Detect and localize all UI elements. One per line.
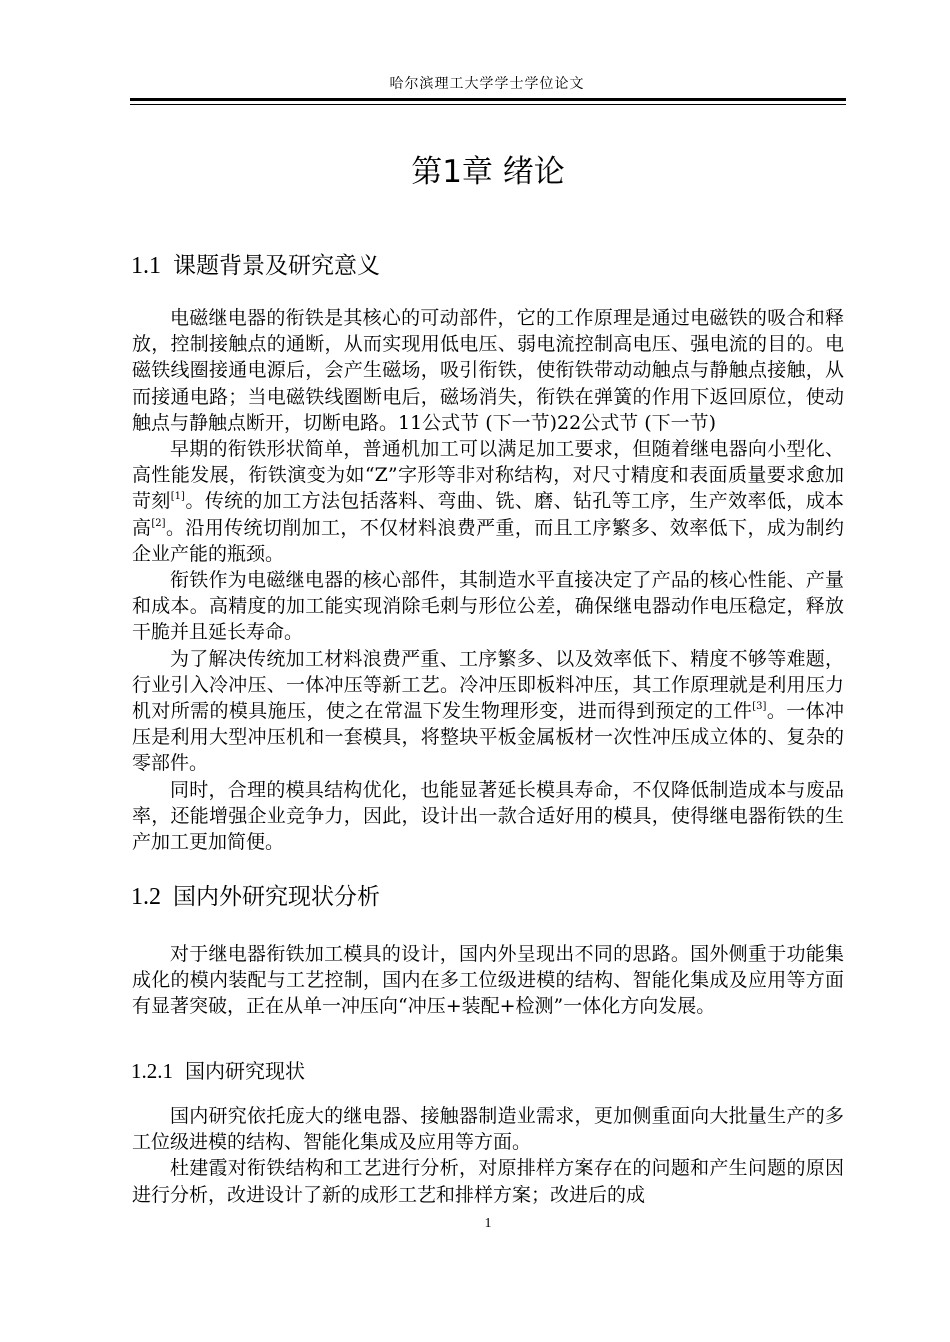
section-heading-1-2	[131, 881, 380, 913]
section-title: 国内外研究现状分析	[173, 884, 380, 910]
paragraph: 电磁继电器的衔铁是其核心的可动部件，它的工作原理是通过电磁铁的吸合和释放，控制接触点的通断，从而实现用低电压、弱电流控制高电压、强电流的目的。电磁铁线圈接通电源后，会产生磁场，吸引衔铁，使衔铁带动动触点与静触点接触，从而接通电路；当电磁铁线圈断电后，磁场消失，衔铁在弹簧的作用下返回原位，使动触点与静触点断开，切断电路。11公式节 (下一节)22公式节 (下一节)	[132, 307, 844, 434]
header-rule-thick	[130, 98, 846, 101]
section-1-2-body	[132, 941, 844, 1020]
page-number: 1	[484, 1216, 492, 1231]
paragraph: 早期的衔铁形状简单，普通机加工可以满足加工要求，但随着继电器向小型化、高性能发展，衔铁演变为如“Z”字形等非对称结构，对尺寸精度和表面质量要求愈加苛刻[1]。传统的加工方法包括落料、弯曲、铣、磨、钻孔等工序，生产效率低，成本高[2]。沿用传统切削加工，不仅材料浪费严重，而且工序繁多、效率低下，成为制约企业产能的瓶颈。	[132, 438, 844, 565]
running-header: 哈尔滨理工大学学士学位论文	[389, 76, 585, 92]
section-1-1-body	[132, 305, 844, 855]
section-number: 1.1	[131, 253, 161, 279]
citation-ref: [1]	[170, 491, 185, 503]
paragraph: 国内研究依托庞大的继电器、接触器制造业需求，更加侧重面向大批量生产的多工位级进模的结构、智能化集成及应用等方面。	[132, 1105, 844, 1154]
paragraph: 为了解决传统加工材料浪费严重、工序繁多、以及效率低下、精度不够等难题，行业引入冷冲压、一体冲压等新工艺。冷冲压即板料冲压，其工作原理就是利用压力机对所需的模具施压，使之在常温下发生物理形变，进而得到预定的工件[3]。一体冲压是利用大型冲压机和一套模具，将整块平板金属板材一次性冲压成立体的、复杂的零部件。	[132, 647, 844, 775]
section-number: 1.2.1	[131, 1059, 173, 1083]
section-title: 国内研究现状	[185, 1059, 305, 1083]
paragraph: 杜建霞对衔铁结构和工艺进行分析，对原排样方案存在的问题和产生问题的原因进行分析，改进设计了新的成形工艺和排样方案；改进后的成	[132, 1157, 844, 1206]
header-rule-thin	[130, 104, 846, 105]
citation-ref: [2]	[151, 517, 166, 529]
section-heading-1-1	[131, 250, 380, 282]
citation-ref: [3]	[752, 701, 767, 713]
paragraph: 衔铁作为电磁继电器的核心部件，其制造水平直接决定了产品的核心性能、产量和成本。高精度的加工能实现消除毛刺与形位公差，确保继电器动作电压稳定，释放干脆并且延长寿命。	[132, 569, 844, 644]
section-title: 课题背景及研究意义	[173, 253, 380, 279]
paragraph: 对于继电器衔铁加工模具的设计，国内外呈现出不同的思路。国外侧重于功能集成化的模内装配与工艺控制，国内在多工位级进模的结构、智能化集成及应用等方面有显著突破，正在从单一冲压向“冲压+装配+检测”一体化方向发展。	[132, 943, 844, 1018]
chapter-title: 第1章 绪论	[411, 154, 565, 190]
section-heading-1-2-1	[131, 1056, 305, 1086]
paragraph: 同时，合理的模具结构优化，也能显著延长模具寿命，不仅降低制造成本与废品率，还能增强企业竞争力，因此，设计出一款合适好用的模具，使得继电器衔铁的生产加工更加简便。	[132, 778, 844, 854]
section-number: 1.2	[131, 884, 161, 910]
section-1-2-1-body	[132, 1103, 844, 1208]
